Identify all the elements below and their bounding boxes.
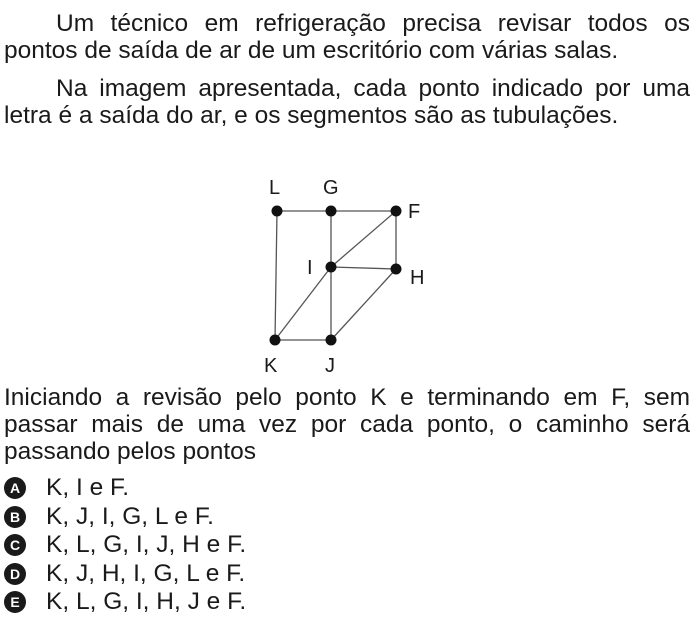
option-a[interactable] [4,474,246,503]
diagram-nodes [270,206,402,346]
edge-K-I [275,267,331,340]
edge-L-K [275,211,277,340]
node-K [270,335,281,346]
option-d[interactable] [4,560,246,589]
node-label-F: F [408,201,421,223]
option-c-badge: C [4,534,26,556]
question-paragraph-3: Iniciando a revisão pelo ponto K e terminando em F, sem passar mais de uma vez por cada ponto, o caminho será passando pelos pontos [4,384,690,465]
node-L [272,206,283,217]
diagram-labels [264,177,424,377]
node-label-J: J [325,355,335,377]
option-b-badge: B [4,506,26,528]
node-J [326,335,337,346]
question-paragraph-1: Um técnico em refrigeração precisa revisar todos os pontos de saída de ar de um escritório com várias salas. [4,10,690,64]
node-G [326,206,337,217]
option-d-badge: D [4,563,26,585]
node-F [391,206,402,217]
option-c-text: K, L, G, I, J, H e F. [46,531,247,559]
option-d-text: K, J, H, I, G, L e F. [46,559,246,587]
node-label-G: G [323,177,339,199]
option-e-badge: E [4,591,26,613]
node-label-L: L [269,177,281,199]
edge-J-H [331,269,396,340]
option-a-badge: A [4,477,26,499]
node-I [326,262,337,273]
question-paragraph-2: Na imagem apresentada, cada ponto indicado por uma letra é a saída do ar, e os segmentos são as tubulações. [4,75,690,129]
option-b[interactable] [4,503,246,532]
option-b-text: K, J, I, G, L e F. [46,502,214,530]
edge-I-H [331,267,396,269]
option-e-text: K, L, G, I, H, J e F. [46,588,247,616]
node-label-K: K [264,355,278,377]
option-c[interactable] [4,531,246,560]
option-a-text: K, I e F. [46,474,130,502]
answer-options [4,474,246,617]
node-label-H: H [410,267,425,289]
diagram-edges [275,211,396,340]
node-label-I: I [307,257,313,279]
ductwork-diagram [255,172,435,377]
node-H [391,264,402,275]
edge-F-I [331,211,396,267]
option-e[interactable] [4,588,246,617]
